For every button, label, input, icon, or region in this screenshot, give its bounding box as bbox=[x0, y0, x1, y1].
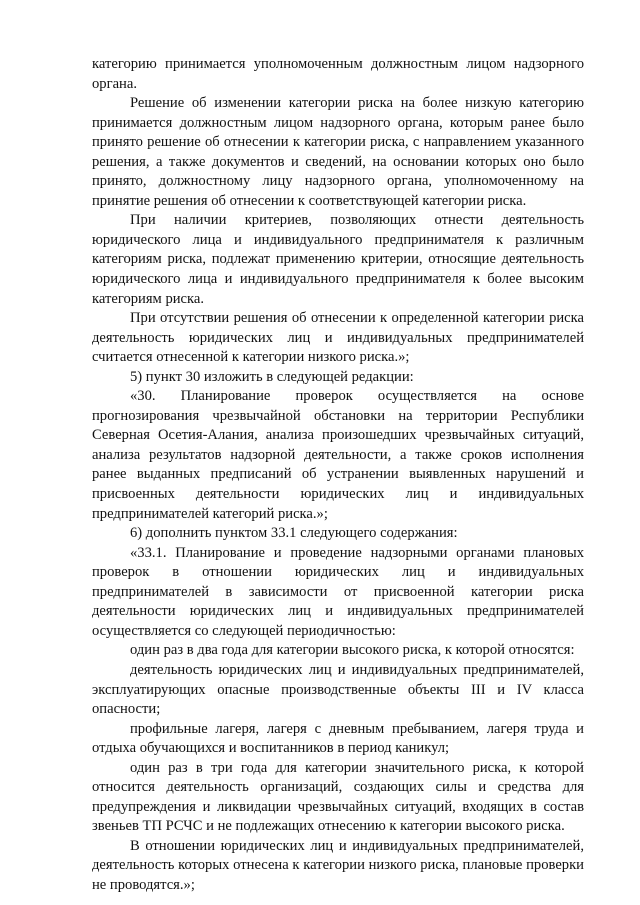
paragraph-hazardous-objects: деятельность юридических лиц и индивидуальных предпринимателей, эксплуатирующих опасные производственные объекты III и IV класса опасности; bbox=[92, 661, 584, 718]
paragraph-camps: профильные лагеря, лагеря с дневным пребыванием, лагеря труда и отдыха обучающихся и воспитанников в период каникул; bbox=[92, 720, 584, 757]
paragraph-low-risk: В отношении юридических лиц и индивидуальных предпринимателей, деятельность которых отнесена к категории низкого риска, плановые проверки не проводятся.»; bbox=[92, 837, 584, 893]
document-page bbox=[92, 55, 584, 896]
paragraph-clause-33-1: «33.1. Планирование и проведение надзорными органами плановых проверок в отношении юридических лиц и индивидуальных предпринимателей в зависимости от присвоенной категории риска деятельности юридических лиц и индивидуальных предпринимателей осуществляется со следующей периодичностью: bbox=[92, 544, 584, 639]
paragraph-no-decision: При отсутствии решения об отнесении к определенной категории риска деятельность юридических лиц и индивидуальных предпринимателей считается отнесенной к категории низкого риска.»; bbox=[92, 310, 584, 366]
paragraph-continuation: категорию принимается уполномоченным должностным лицом надзорного органа. bbox=[92, 56, 584, 92]
paragraph-clause-30: «30. Планирование проверок осуществляется на основе прогнозирования чрезвычайной обстановки на территории Республики Северная Осетия-Алания, анализа произошедших чрезвычайных ситуаций, анализа результатов надзорной деятельности, а также сроков исполнения ранее выданных предписаний об устранении выявленных нарушений и присвоенных деятельности юридических лиц и индивидуальных предпринимателей категорий риска.»; bbox=[92, 388, 584, 522]
item-6-heading: 6) дополнить пунктом 33.1 следующего содержания: bbox=[130, 525, 458, 542]
item-5-heading: 5) пункт 30 изложить в следующей редакции: bbox=[130, 368, 414, 385]
paragraph-multiple-criteria: При наличии критериев, позволяющих отнести деятельность юридического лица и индивидуального предпринимателя к различным категориям риска, подлежат применению критерии, относящие деятельность юридического лица и индивидуального предпринимателя к более высоким категориям риска. bbox=[92, 212, 584, 307]
paragraph-risk-downgrade: Решение об изменении категории риска на более низкую категорию принимается должностным лицом надзорного органа, которым ранее было принято решение об отнесении к категории риска, с направлением указанного решения, а также документов и сведений, на основании которых оно было принято, должностному лицу надзорного органа, уполномоченному на принятие решения об отнесении к соответствующей категории риска. bbox=[92, 95, 584, 209]
paragraph-significant-risk: один раз в три года для категории значительного риска, к которой относится деятельность организаций, создающих силы и средства для предупреждения и ликвидации чрезвычайных ситуаций, входящих в состав звеньев ТП РСЧС и не подлежащих отнесению к категории высокого риска. bbox=[92, 759, 584, 835]
paragraph-high-risk: один раз в два года для категории высокого риска, к которой относятся: bbox=[130, 642, 575, 659]
